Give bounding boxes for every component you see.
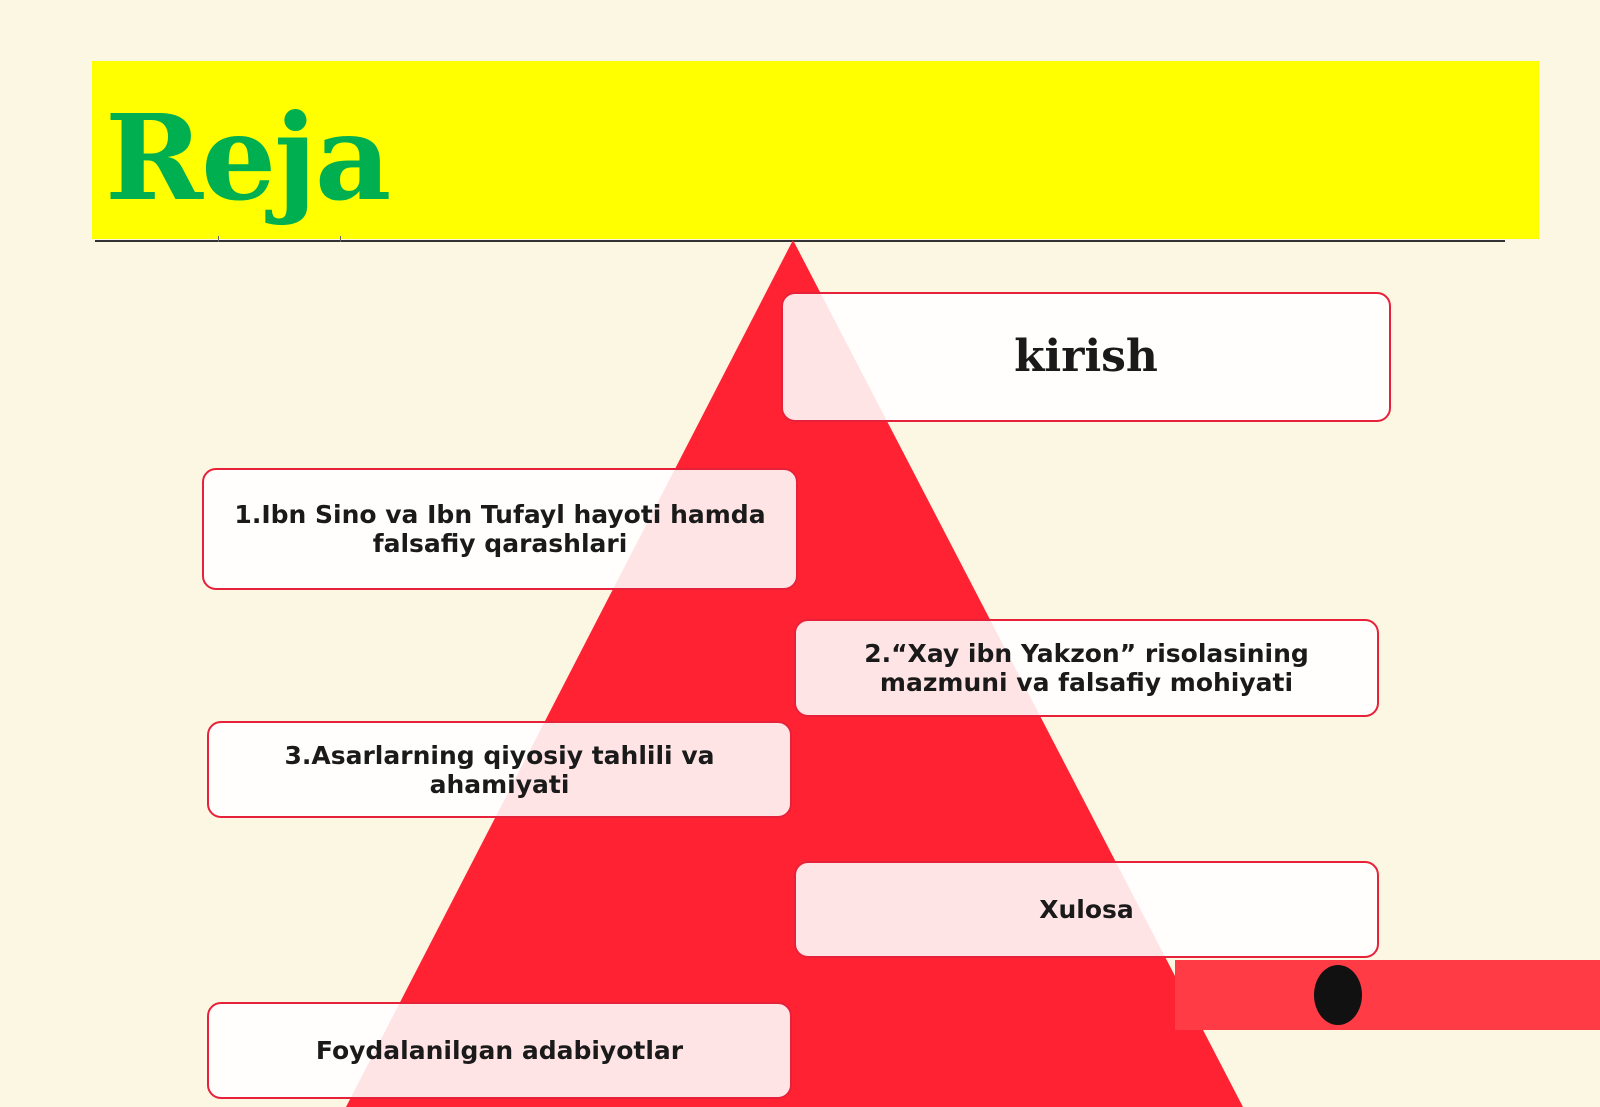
plan-item-3: 3.Asarlarning qiyosiy tahlili va ahamiyati [207, 721, 792, 818]
side-bar [1175, 960, 1600, 1030]
plan-item-xulosa: Xulosa [794, 861, 1379, 958]
plan-item-1: 1.Ibn Sino va Ibn Tufayl hayoti hamda falsafiy qarashlari [202, 468, 798, 590]
plan-item-2: 2.“Xay ibn Yakzon” risolasining mazmuni va falsafiy mohiyati [794, 619, 1379, 717]
plan-item-kirish: kirish [781, 292, 1391, 422]
slide-title: Reja [105, 88, 390, 227]
black-dot [1314, 965, 1362, 1025]
plan-item-adabiyotlar: Foydalanilgan adabiyotlar [207, 1002, 792, 1099]
